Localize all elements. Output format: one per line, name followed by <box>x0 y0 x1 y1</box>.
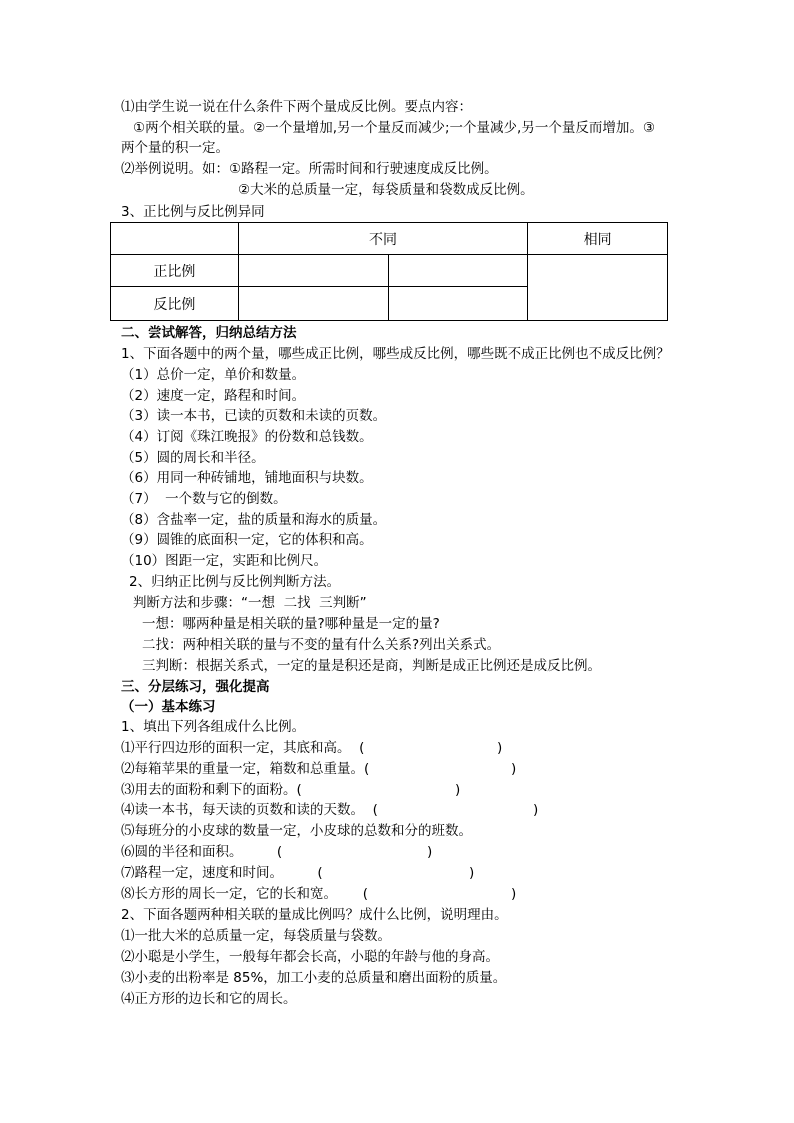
list-item: （2）速度一定，路程和时间。 <box>121 388 306 404</box>
row-direct-proportion: 正比例 <box>111 255 239 287</box>
reason-item: ⑶小麦的出粉率是 85%，加工小麦的总质量和磨出面粉的质量。 <box>121 970 507 986</box>
fill-item: ⑸每班分的小皮球的数量一定，小皮球的总数和分的班数。 <box>121 823 472 839</box>
fill-item: ⑺路程一定，速度和时间。 ( <box>121 865 323 881</box>
table-cell-blank <box>389 255 528 287</box>
list-item: （3）读一本书，已读的页数和未读的页数。 <box>121 408 387 424</box>
basic-practice-heading: （一）基本练习 <box>121 699 216 715</box>
reason-item: ⑴一批大米的总质量一定，每袋质量与袋数。 <box>121 928 391 944</box>
fill-blank-close: ) <box>497 740 503 756</box>
fill-item: ⑵每箱苹果的重量一定，箱数和总重量。( <box>121 761 370 777</box>
fill-blank-close: ) <box>469 865 475 881</box>
fill-item: ⑻长方形的周长一定，它的长和宽。 ( <box>121 886 369 902</box>
section-2-question-1: 1、下面各题中的两个量，哪些成正比例，哪些成反比例，哪些既不成正比例也不成反比例？ <box>121 346 670 362</box>
fill-blank-close: ) <box>511 761 517 777</box>
list-item: （7） 一个数与它的倒数。 <box>121 491 287 507</box>
fill-item: ⑶用去的面粉和剩下的面粉。( <box>121 782 302 798</box>
intro-line-3: 两个量的积一定。 <box>121 140 229 156</box>
comparison-table <box>110 222 668 321</box>
method-step-3: 三判断：根据关系式，一定的量是积还是商，判断是成正比例还是成反比例。 <box>142 658 601 674</box>
table-cell-blank <box>238 287 389 321</box>
intro-line-2: ①两个相关联的量。②一个量增加,另一个量反而减少;一个量减少,另一个量反而增加。③ <box>133 120 655 136</box>
section-2-question-2: 2、归纳正比例与反比例判断方法。 <box>129 574 341 590</box>
reason-item: ⑵小聪是小学生，一般每年都会长高，小聪的年龄与他的身高。 <box>121 949 499 965</box>
fill-item: ⑷读一本书，每天读的页数和读的天数。 ( <box>121 802 378 818</box>
table-corner-cell <box>111 223 239 255</box>
list-item: （4）订阅《珠江晚报》的份数和总钱数。 <box>121 429 373 445</box>
header-different: 不同 <box>238 223 527 255</box>
fill-blank-close: ) <box>455 782 461 798</box>
section-3-title: 3、正比例与反比例异同 <box>121 204 265 220</box>
method-heading: 判断方法和步骤：“一想 二找 三判断” <box>133 595 367 611</box>
list-item: （5）圆的周长和半径。 <box>121 450 265 466</box>
fill-item: ⑴平行四边形的面积一定，其底和高。 ( <box>121 740 365 756</box>
header-same: 相同 <box>528 223 668 255</box>
list-item: （8）含盐率一定，盐的质量和海水的质量。 <box>121 512 387 528</box>
list-item: （10）图距一定，实距和比例尺。 <box>121 553 328 569</box>
intro-line-4: ⑵举例说明。如：①路程一定。所需时间和行驶速度成反比例。 <box>121 161 498 177</box>
list-item: （9）圆锥的底面积一定，它的体积和高。 <box>121 532 373 548</box>
list-item: （1）总价一定，单价和数量。 <box>121 367 306 383</box>
fill-blank-close: ) <box>511 886 517 902</box>
section-3-heading: 三、分层练习，强化提高 <box>121 679 270 695</box>
table-cell-blank <box>528 255 668 321</box>
reason-item: ⑷正方形的边长和它的周长。 <box>121 991 297 1007</box>
section-2-title: 二、尝试解答，归纳总结方法 <box>121 325 297 341</box>
fill-blank-close: ) <box>533 802 539 818</box>
intro-line-1: ⑴由学生说一说在什么条件下两个量成反比例。要点内容： <box>121 99 472 115</box>
practice-question-1: 1、填出下列各组成什么比例。 <box>121 719 306 735</box>
practice-question-2: 2、下面各题两种相关联的量成比例吗？成什么比例，说明理由。 <box>121 907 508 923</box>
table-cell-blank <box>238 255 389 287</box>
fill-item: ⑹圆的半径和面积。 ( <box>121 844 283 860</box>
table-cell-blank <box>389 287 528 321</box>
row-inverse-proportion: 反比例 <box>111 287 239 321</box>
list-item: （6）用同一种砖铺地，铺地面积与块数。 <box>121 470 373 486</box>
intro-line-5: ②大米的总质量一定，每袋质量和袋数成反比例。 <box>238 182 534 198</box>
fill-blank-close: ) <box>427 844 433 860</box>
method-step-2: 二找：两种相关联的量与不变的量有什么关系?列出关系式。 <box>142 637 501 653</box>
method-step-1: 一想：哪两种量是相关联的量?哪种量是一定的量? <box>142 616 440 632</box>
